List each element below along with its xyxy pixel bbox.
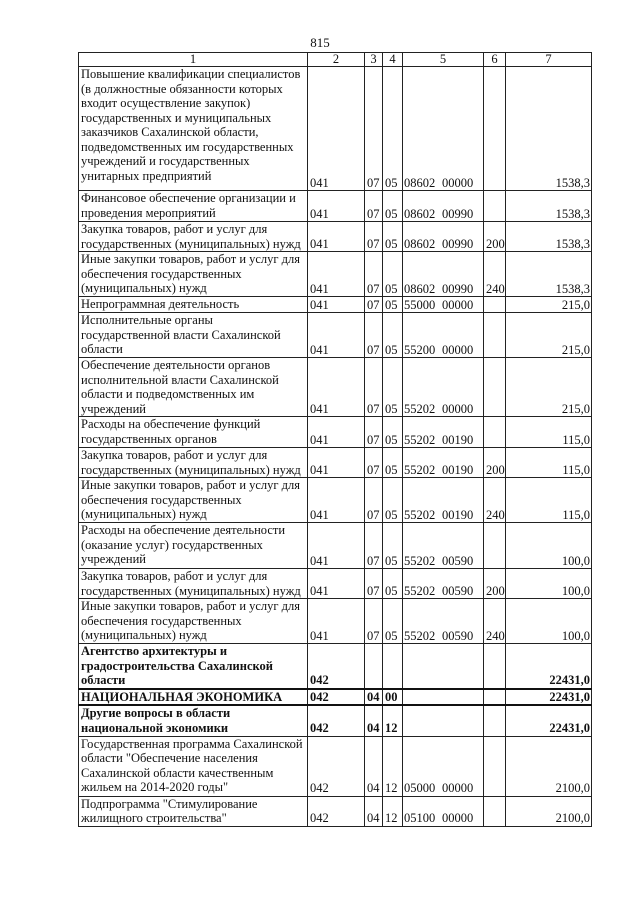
- row-target-article: [403, 448, 484, 478]
- row-subsection: 12: [383, 705, 403, 736]
- row-target-article: [403, 358, 484, 417]
- row-target-article: [403, 796, 484, 826]
- row-subsection: 05: [383, 358, 403, 417]
- target-article-direction: 00000: [442, 297, 474, 312]
- row-section: 07: [365, 191, 383, 222]
- row-subsection: 05: [383, 478, 403, 523]
- target-article-direction: 00000: [442, 781, 474, 795]
- target-article-direction: 00990: [442, 236, 474, 251]
- row-target-article: [403, 523, 484, 569]
- target-article-program: 55202: [404, 507, 436, 522]
- row-amount: 100,0: [506, 523, 592, 569]
- row-name: Иные закупки товаров, работ и услуг для обеспечения государственных (муниципальных) нужд: [79, 599, 308, 644]
- row-subsection: 05: [383, 222, 403, 252]
- table-row: [79, 689, 592, 706]
- target-article-program: 55202: [404, 583, 436, 598]
- row-section: 07: [365, 448, 383, 478]
- row-name: Закупка товаров, работ и услуг для государственных (муниципальных) нужд: [79, 448, 308, 478]
- row-ministry-code: 041: [308, 313, 365, 358]
- row-amount: 22431,0: [506, 644, 592, 689]
- row-target-article: [403, 689, 484, 706]
- row-section: 04: [365, 736, 383, 796]
- row-subsection: 12: [383, 796, 403, 826]
- target-article-direction: 00990: [442, 206, 474, 221]
- row-target-article: [403, 599, 484, 644]
- row-target-article: [403, 705, 484, 736]
- row-section: 07: [365, 313, 383, 358]
- table-row: [79, 796, 592, 826]
- target-article-direction: 00190: [442, 432, 474, 447]
- target-article-program: 05000: [404, 781, 436, 795]
- target-article-program: 55202: [404, 401, 436, 416]
- row-amount: 22431,0: [506, 705, 592, 736]
- row-ministry-code: 042: [308, 705, 365, 736]
- row-name: Закупка товаров, работ и услуг для государственных (муниципальных) нужд: [79, 569, 308, 599]
- row-ministry-code: 041: [308, 191, 365, 222]
- row-amount: 115,0: [506, 417, 592, 448]
- table-row: [79, 644, 592, 689]
- row-section: 07: [365, 222, 383, 252]
- row-section: 07: [365, 67, 383, 191]
- row-section: 04: [365, 705, 383, 736]
- row-name: Закупка товаров, работ и услуг для государственных (муниципальных) нужд: [79, 222, 308, 252]
- row-section: 07: [365, 252, 383, 297]
- row-expense-type: 240: [484, 478, 506, 523]
- row-name: Обеспечение деятельности органов исполнительной власти Сахалинской области и подведомственных им учреждений: [79, 358, 308, 417]
- row-expense-type: [484, 191, 506, 222]
- row-expense-type: 200: [484, 448, 506, 478]
- row-target-article: [403, 297, 484, 313]
- row-target-article: [403, 191, 484, 222]
- budget-table: [78, 52, 592, 827]
- row-section: 07: [365, 417, 383, 448]
- table-row: [79, 191, 592, 222]
- table-row: [79, 358, 592, 417]
- row-amount: 1538,3: [506, 191, 592, 222]
- row-ministry-code: 042: [308, 796, 365, 826]
- row-expense-type: 240: [484, 599, 506, 644]
- table-row: [79, 478, 592, 523]
- row-ministry-code: 041: [308, 222, 365, 252]
- row-expense-type: [484, 67, 506, 191]
- row-subsection: 12: [383, 736, 403, 796]
- row-expense-type: [484, 523, 506, 569]
- row-name: Государственная программа Сахалинской области "Обеспечение населения Сахалинской области качественным жильем на 2014-2020 годы": [79, 736, 308, 796]
- row-name: Иные закупки товаров, работ и услуг для обеспечения государственных (муниципальных) нужд: [79, 252, 308, 297]
- row-subsection: 05: [383, 569, 403, 599]
- row-expense-type: [484, 644, 506, 689]
- col-header-ministry-code: 2: [308, 53, 365, 67]
- row-expense-type: 200: [484, 569, 506, 599]
- col-header-section: 3: [365, 53, 383, 67]
- row-expense-type: [484, 313, 506, 358]
- row-name: Иные закупки товаров, работ и услуг для обеспечения государственных (муниципальных) нужд: [79, 478, 308, 523]
- row-ministry-code: 041: [308, 523, 365, 569]
- row-subsection: 05: [383, 252, 403, 297]
- target-article-direction: 00000: [442, 401, 474, 416]
- row-name: Другие вопросы в области национальной экономики: [79, 705, 308, 736]
- table-row: [79, 313, 592, 358]
- target-article-program: 55200: [404, 342, 436, 357]
- row-section: [365, 644, 383, 689]
- row-subsection: 05: [383, 599, 403, 644]
- row-name: Исполнительные органы государственной власти Сахалинской области: [79, 313, 308, 358]
- row-amount: 115,0: [506, 448, 592, 478]
- row-subsection: 05: [383, 297, 403, 313]
- row-section: 07: [365, 569, 383, 599]
- target-article-direction: 00590: [442, 553, 474, 568]
- row-ministry-code: 041: [308, 358, 365, 417]
- row-expense-type: [484, 689, 506, 706]
- row-target-article: [403, 222, 484, 252]
- row-amount: 1538,3: [506, 67, 592, 191]
- row-ministry-code: 041: [308, 569, 365, 599]
- target-article-direction: 00990: [442, 281, 474, 296]
- table-row: [79, 569, 592, 599]
- row-target-article: [403, 252, 484, 297]
- row-target-article: [403, 417, 484, 448]
- table-row: [79, 705, 592, 736]
- row-subsection: 05: [383, 417, 403, 448]
- row-subsection: 05: [383, 67, 403, 191]
- target-article-program: 55202: [404, 462, 436, 477]
- target-article-direction: 00190: [442, 507, 474, 522]
- row-name: Расходы на обеспечение функций государственных органов: [79, 417, 308, 448]
- row-target-article: [403, 67, 484, 191]
- row-expense-type: [484, 417, 506, 448]
- row-amount: 100,0: [506, 569, 592, 599]
- row-amount: 115,0: [506, 478, 592, 523]
- row-ministry-code: 041: [308, 67, 365, 191]
- row-expense-type: [484, 796, 506, 826]
- row-expense-type: [484, 297, 506, 313]
- row-ministry-code: 041: [308, 448, 365, 478]
- row-ministry-code: 042: [308, 689, 365, 706]
- target-article-program: 55202: [404, 553, 436, 568]
- col-header-target-article: 5: [403, 53, 484, 67]
- row-expense-type: [484, 736, 506, 796]
- row-ministry-code: 041: [308, 478, 365, 523]
- row-amount: 215,0: [506, 358, 592, 417]
- target-article-program: 08602: [404, 236, 436, 251]
- row-name: НАЦИОНАЛЬНАЯ ЭКОНОМИКА: [79, 689, 308, 706]
- row-ministry-code: 041: [308, 599, 365, 644]
- row-ministry-code: 042: [308, 736, 365, 796]
- row-target-article: [403, 478, 484, 523]
- table-row: [79, 222, 592, 252]
- row-amount: 215,0: [506, 297, 592, 313]
- table-row: [79, 736, 592, 796]
- target-article-direction: 00590: [442, 583, 474, 598]
- table-row: [79, 599, 592, 644]
- header-row: [79, 53, 592, 67]
- row-amount: 2100,0: [506, 796, 592, 826]
- table-row: [79, 297, 592, 313]
- row-subsection: 00: [383, 689, 403, 706]
- table-row: [79, 67, 592, 191]
- row-ministry-code: 041: [308, 297, 365, 313]
- table-row: [79, 448, 592, 478]
- target-article-program: 08602: [404, 206, 436, 221]
- row-section: 07: [365, 297, 383, 313]
- target-article-direction: 00000: [442, 811, 474, 825]
- row-ministry-code: 042: [308, 644, 365, 689]
- row-target-article: [403, 736, 484, 796]
- row-name: Повышение квалификации специалистов (в должностные обязанности которых входит осуществление закупок) государственных и муниципальных заказчиков Сахалинской области, подведомственных им государственных учреждений и государственных унитарных предприятий: [79, 67, 308, 191]
- table-row: [79, 523, 592, 569]
- row-subsection: 05: [383, 448, 403, 478]
- row-amount: 2100,0: [506, 736, 592, 796]
- row-subsection: 05: [383, 523, 403, 569]
- col-header-amount: 7: [506, 53, 592, 67]
- row-section: 07: [365, 478, 383, 523]
- row-section: 04: [365, 689, 383, 706]
- target-article-direction: 00190: [442, 462, 474, 477]
- row-amount: 1538,3: [506, 252, 592, 297]
- row-target-article: [403, 569, 484, 599]
- row-ministry-code: 041: [308, 252, 365, 297]
- row-expense-type: 200: [484, 222, 506, 252]
- target-article-program: 08602: [404, 175, 436, 190]
- col-header-name: 1: [79, 53, 308, 67]
- row-name: Непрограммная деятельность: [79, 297, 308, 313]
- row-section: 07: [365, 599, 383, 644]
- row-name: Подпрограмма "Стимулирование жилищного строительства": [79, 796, 308, 826]
- target-article-program: 08602: [404, 281, 436, 296]
- row-subsection: 05: [383, 313, 403, 358]
- row-subsection: [383, 644, 403, 689]
- target-article-direction: 00590: [442, 628, 474, 643]
- table-row: [79, 252, 592, 297]
- row-section: 04: [365, 796, 383, 826]
- col-header-expense-type: 6: [484, 53, 506, 67]
- col-header-subsection: 4: [383, 53, 403, 67]
- row-target-article: [403, 644, 484, 689]
- row-amount: 100,0: [506, 599, 592, 644]
- row-subsection: 05: [383, 191, 403, 222]
- target-article-program: 55000: [404, 297, 436, 312]
- target-article-program: 55202: [404, 432, 436, 447]
- row-amount: 215,0: [506, 313, 592, 358]
- row-name: Финансовое обеспечение организации и проведения мероприятий: [79, 191, 308, 222]
- table-row: [79, 417, 592, 448]
- target-article-direction: 00000: [442, 175, 474, 190]
- row-target-article: [403, 313, 484, 358]
- page-number: 815: [310, 35, 330, 50]
- row-expense-type: [484, 705, 506, 736]
- row-expense-type: [484, 358, 506, 417]
- row-expense-type: 240: [484, 252, 506, 297]
- row-section: 07: [365, 523, 383, 569]
- target-article-program: 05100: [404, 811, 436, 825]
- row-ministry-code: 041: [308, 417, 365, 448]
- row-amount: 22431,0: [506, 689, 592, 706]
- target-article-direction: 00000: [442, 342, 474, 357]
- row-section: 07: [365, 358, 383, 417]
- row-name: Агентство архитектуры и градостроительства Сахалинской области: [79, 644, 308, 689]
- target-article-program: 55202: [404, 628, 436, 643]
- row-name: Расходы на обеспечение деятельности (оказание услуг) государственных учреждений: [79, 523, 308, 569]
- row-amount: 1538,3: [506, 222, 592, 252]
